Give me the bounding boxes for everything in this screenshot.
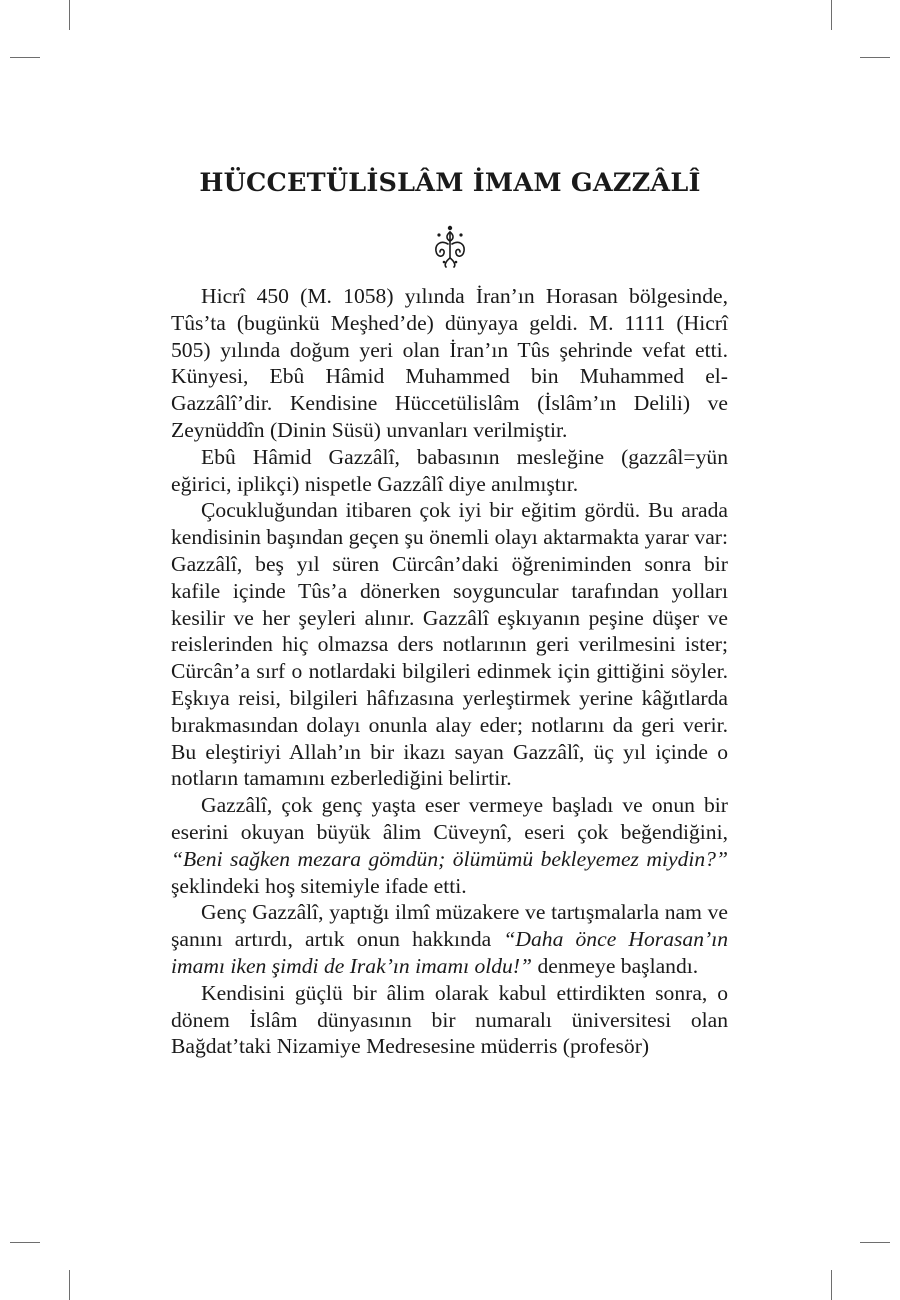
paragraph-text: Genç Gazzâlî, yaptığı ilmî müzakere ve tartışmalarla nam ve şanını artırdı, artık onun hakkında xyxy=(171,900,728,952)
paragraph xyxy=(171,899,728,979)
paragraph-text: denmeye başlandı. xyxy=(532,953,699,978)
paragraph-text: şeklindeki hoş sitemiyle ifade etti. xyxy=(171,873,467,898)
crop-mark xyxy=(831,0,832,30)
crop-mark xyxy=(831,1270,832,1300)
paragraph xyxy=(171,980,728,1060)
chapter-title: HÜCCETÜLİSLÂM İMAM GAZZÂLÎ xyxy=(199,168,701,198)
floral-ornament-icon xyxy=(431,224,469,268)
crop-mark xyxy=(10,1242,40,1243)
paragraph xyxy=(171,444,728,498)
crop-mark xyxy=(69,0,70,30)
quote-text: “Beni sağken mezara gömdün; ölümümü bekleyemez miydin?” xyxy=(171,846,728,871)
crop-mark xyxy=(860,1242,890,1243)
body-text xyxy=(171,283,728,1060)
crop-mark xyxy=(69,1270,70,1300)
paragraph xyxy=(171,497,728,792)
paragraph xyxy=(171,792,728,899)
paragraph-text: Hicrî 450 (M. 1058) yılında İran’ın Horasan bölgesinde, Tûs’ta (bugünkü Meşhed’de) dünyaya geldi. M. 1111 (Hicrî 505) yılında doğum yeri olan İran’ın Tûs şehrinde vefat etti. Künyesi, Ebû Hâmid Muhammed bin Muhammed el-Gazzâlî’dir. Kendisine Hüccetülislâm (İslâm’ın Delili) ve Zeynüddîn (Dinin Süsü) unvanları verilmiştir. xyxy=(171,284,728,442)
paragraph-text: Çocukluğundan itibaren çok iyi bir eğitim gördü. Bu arada kendisinin başından geçen şu önemli olayı aktarmakta yarar var: Gazzâlî, beş yıl süren Cürcân’daki öğreniminden sonra bir kafile içinde Tûs’a dönerken soyguncular tarafından yolları kesilir ve her şeyleri alınır. Gazzâlî eşkıyanın peşine düşer ve reislerinden hiç olmazsa ders notlarının geri verilmesini ister; Cürcân’a sırf o notlardaki bilgileri edinmek için gittiğini söyler. Eşkıya reisi, bilgileri hâfızasına yerleştirmek yerine kâğıtlarda bırakmasından dolayı onunla alay eder; notlarını da geri verir. Bu eleştiriyi Allah’ın bir ikazı sayan Gazzâlî, üç yıl içinde o notların tamamını ezberlediğini belirtir. xyxy=(171,498,728,791)
paragraph-text: Kendisini güçlü bir âlim olarak kabul ettirdikten sonra, o dönem İslâm dünyasının bir numaralı üniversitesi olan Bağdat’taki Nizamiye Medresesine müderris (profesör) xyxy=(171,980,728,1059)
paragraph xyxy=(171,283,728,444)
crop-mark xyxy=(10,57,40,58)
paragraph-text: Ebû Hâmid Gazzâlî, babasının mesleğine (gazzâl=yün eğirici, iplikçi) nispetle Gazzâlî diye anılmıştır. xyxy=(171,444,728,496)
paragraph-text: Gazzâlî, çok genç yaşta eser vermeye başladı ve onun bir eserini okuyan büyük âlim Cüveynî, eseri çok beğendiğini, xyxy=(171,793,728,844)
crop-mark xyxy=(860,57,890,58)
quote-text: “Daha önce Horasan’ın imamı iken şimdi de Irak’ın imamı oldu!” xyxy=(171,927,728,978)
